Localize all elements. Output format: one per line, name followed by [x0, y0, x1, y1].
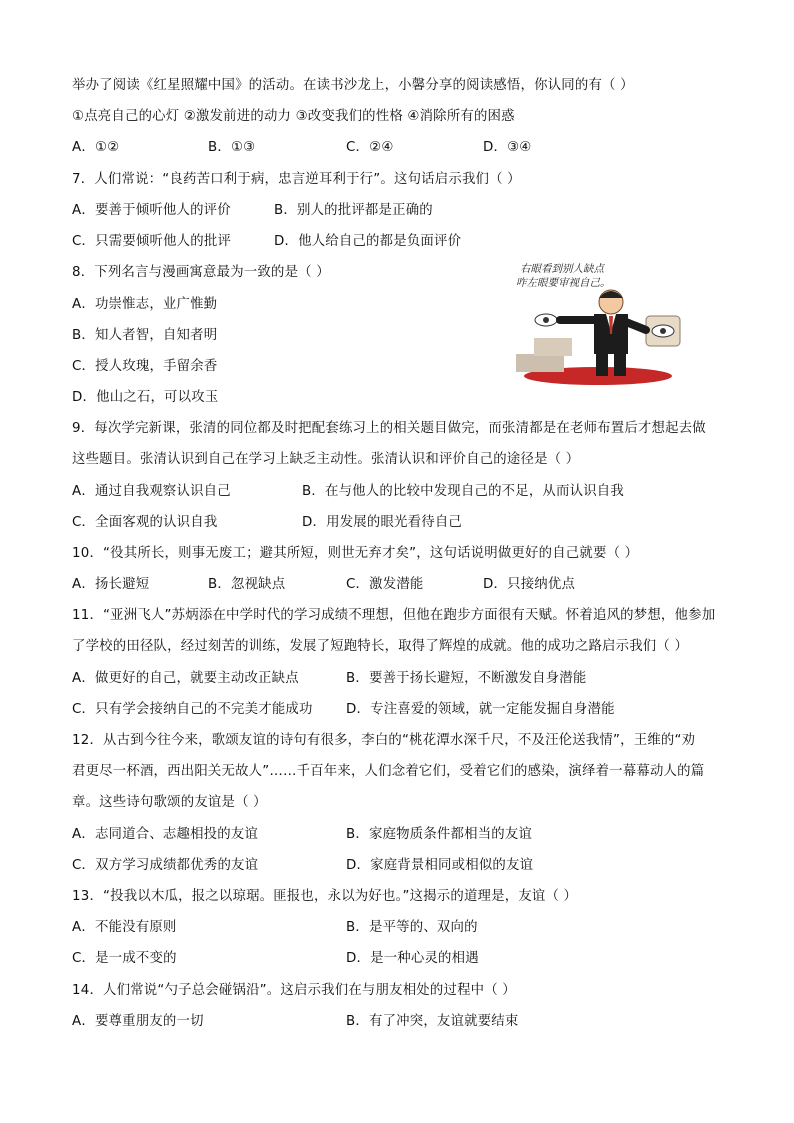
q9-stem-line-2: 这些题目。张清认识到自己在学习上缺乏主动性。张清认识和评价自己的途径是（ ） [72, 452, 580, 467]
q8-option-b: B．知人者智，自知者明 [72, 328, 218, 343]
q6-option-d: D．③④ [483, 140, 532, 155]
q11-option-a: A．做更好的自己，就要主动改正缺点 [72, 671, 299, 686]
q12-stem-line-2: 君更尽一杯酒，西出阳关无故人”……千百年来，人们念着它们，受着它们的感染，演绎着一幕幕动人的篇 [72, 764, 705, 779]
q11-stem-line-1: 11．“亚洲飞人”苏炳添在中学时代的学习成绩不理想，但他在跑步方面很有天赋。怀着追风的梦想，他参加 [72, 608, 716, 623]
q10-stem: 10．“役其所长，则事无废工；避其所短，则世无弃才矣”，这句话说明做更好的自己就要（ ） [72, 546, 639, 561]
q7-option-c: C．只需要倾听他人的批评 [72, 234, 232, 249]
q11-option-c: C．只有学会接纳自己的不完美才能成功 [72, 702, 313, 717]
q9-option-a: A．通过自我观察认识自己 [72, 484, 231, 499]
q10-option-d: D．只接纳优点 [483, 577, 576, 592]
q11-option-b: B．要善于扬长避短，不断激发自身潜能 [346, 671, 587, 686]
q10-option-c: C．激发潜能 [346, 577, 424, 592]
q12-option-a: A．志同道合、志趣相投的友谊 [72, 827, 259, 842]
q6-statements: ①点亮自己的心灯 ②激发前进的动力 ③改变我们的性格 ④消除所有的困惑 [72, 109, 515, 124]
q11-option-d: D．专注喜爱的领域，就一定能发掘自身潜能 [346, 702, 615, 717]
q12-stem-line-1: 12．从古到今往今来，歌颂友谊的诗句有很多，李白的“桃花潭水深千尺，不及汪伦送我情”，王维的“劝 [72, 733, 696, 748]
q13-option-d: D．是一种心灵的相遇 [346, 951, 479, 966]
q7-option-d: D．他人给自己的都是负面评价 [274, 234, 462, 249]
q13-option-a: A．不能没有原则 [72, 920, 177, 935]
q12-option-b: B．家庭物质条件都相当的友谊 [346, 827, 533, 842]
q7-option-b: B．别人的批评都是正确的 [274, 203, 433, 218]
q9-stem-line-1: 9．每次学完新课，张清的同位都及时把配套练习上的相关题目做完，而张清都是在老师布置后才想起去做 [72, 421, 706, 436]
q14-option-b: B．有了冲突，友谊就要结束 [346, 1014, 519, 1029]
q7-stem: 7．人们常说：“良药苦口利于病，忠言逆耳利于行”。这句话启示我们（ ） [72, 172, 521, 187]
step-low [516, 354, 564, 372]
q9-option-c: C．全面客观的认识自我 [72, 515, 218, 530]
q8-option-a: A．功崇惟志，业广惟勤 [72, 297, 218, 312]
q10-option-a: A．扬长避短 [72, 577, 150, 592]
q8-cartoon-illustration [506, 258, 686, 388]
q13-option-b: B．是平等的、双向的 [346, 920, 478, 935]
q11-stem-line-2: 了学校的田径队，经过刻苦的训练，发展了短跑特长，取得了辉煌的成就。他的成功之路启示我们（ ） [72, 639, 689, 654]
q14-stem: 14．人们常说“勺子总会碰锅沿”。这启示我们在与朋友相处的过程中（ ） [72, 983, 516, 998]
q9-option-b: B．在与他人的比较中发现自己的不足，从而认识自我 [302, 484, 624, 499]
q8-stem: 8．下列名言与漫画寓意最为一致的是（ ） [72, 265, 330, 280]
q12-option-d: D．家庭背景相同或相似的友谊 [346, 858, 534, 873]
q13-option-c: C．是一成不变的 [72, 951, 177, 966]
q13-stem: 13．“投我以木瓜，报之以琼琚。匪报也，永以为好也。”这揭示的道理是，友谊（ ） [72, 889, 578, 904]
q10-option-b: B．忽视缺点 [208, 577, 286, 592]
q6-option-b: B．①③ [208, 140, 256, 155]
q6-stem-continuation: 举办了阅读《红星照耀中国》的活动。在读书沙龙上，小馨分享的阅读感悟，你认同的有（ ） [72, 78, 634, 93]
q9-option-d: D．用发展的眼光看待自己 [302, 515, 463, 530]
q12-option-c: C．双方学习成绩都优秀的友谊 [72, 858, 259, 873]
q7-option-a: A．要善于倾听他人的评价 [72, 203, 231, 218]
q8-option-d: D．他山之石，可以攻玉 [72, 390, 219, 405]
cartoon-caption-line-2: 咋左眼要审视自己。 [516, 277, 611, 289]
q6-option-c: C．②④ [346, 140, 394, 155]
q8-option-c: C．授人玫瑰，手留余香 [72, 359, 218, 374]
q14-option-a: A．要尊重朋友的一切 [72, 1014, 204, 1029]
q12-stem-line-3: 章。这些诗句歌颂的友谊是（ ） [72, 795, 267, 810]
q6-option-a: A．①② [72, 140, 120, 155]
step-high [534, 338, 572, 356]
cartoon-caption-line-1: 右眼看到别人缺点 [520, 263, 604, 275]
